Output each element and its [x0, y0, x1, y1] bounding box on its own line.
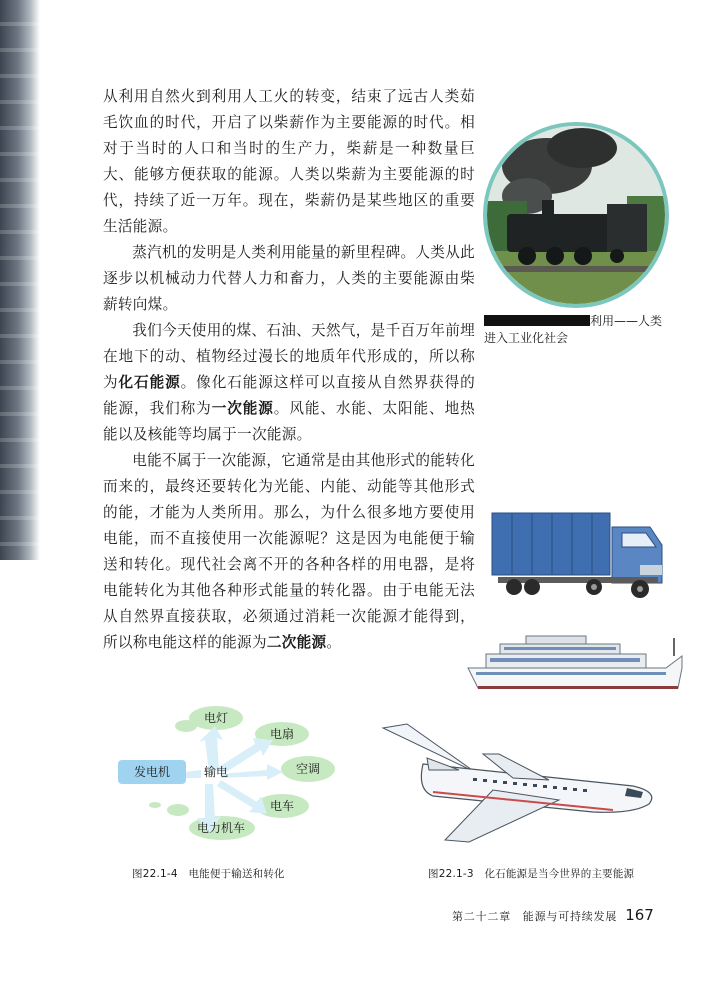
- figure-caption-3: 图22.1-3 化石能源是当今世界的主要能源: [428, 868, 635, 880]
- chapter-title: 第二十二章 能源与可持续发展: [452, 910, 618, 923]
- paragraph-fossil-energy: 我们今天使用的煤、石油、天然气，是千百万年前埋在地下的动、植物经过漫长的地质年代形成的，所以称为化石能源。像化石能源这样可以直接从自然界获得的能源，我们称为一次能源。风能、水能、太阳能、地热能以及核能等均属于一次能源。: [103, 322, 475, 443]
- page-number: 167: [625, 906, 654, 924]
- airplane-illustration: [363, 708, 673, 848]
- label-lamp: 电灯: [204, 711, 229, 725]
- label-air-conditioner: 空调: [296, 762, 321, 776]
- truck-illustration: [490, 505, 666, 605]
- paragraph-firewood: 从利用自然火到利用人工火的转变，结束了远古人类茹毛饮血的时代，开启了以柴薪作为主要能源的时代。相对于当时的人口和当时的生产力，柴薪是一种数量巨大、能够方便获取的能源。人类以柴薪为主要能源的时代，持续了近一万年。现在，柴薪仍是某些地区的重要生活能源。: [103, 88, 475, 235]
- generator-box: 发电机: [118, 760, 186, 784]
- term-secondary-energy: 二次能源: [266, 634, 327, 651]
- paragraph-steam-engine: 蒸汽机的发明是人类利用能量的新里程碑。人类从此逐步以机械动力代替人力和畜力，人类的主要能源由柴薪转向煤。: [103, 244, 475, 313]
- label-electric-locomotive: 电力机车: [197, 821, 246, 835]
- photo-caption: 利用——人类进入工业化社会: [484, 314, 663, 345]
- label-fan: 电扇: [270, 727, 295, 741]
- label-transmission: 输电: [204, 765, 229, 779]
- steam-train-photo: [483, 122, 669, 308]
- body-text: [103, 84, 475, 656]
- background-photo-strip: [0, 0, 40, 560]
- term-fossil-energy: 化石能源: [118, 374, 181, 391]
- transmission-diagram: [105, 700, 345, 850]
- caption-redaction: [484, 315, 590, 326]
- cruise-ship-illustration: [466, 628, 690, 698]
- page-footer: [452, 906, 654, 924]
- figure-caption-4: 图22.1-4 电能便于输送和转化: [132, 868, 285, 880]
- term-primary-energy: 一次能源: [211, 400, 274, 417]
- label-tram: 电车: [270, 799, 295, 813]
- paragraph-electric-energy: 电能不属于一次能源，它通常是由其他形式的能转化而来的，最终还要转化为光能、内能、动能等其他形式的能，才能为人类所用。那么，为什么很多地方要使用电能，而不直接使用一次能源呢？这是因为电能便于输送和转化。现代社会离不开的各种各样的用电器，是将电能转化为其他各种形式能量的转化器。由于电能无法从自然界直接获取，必须通过消耗一次能源才能得到，所以称电能这样的能源为二次能源。: [103, 452, 475, 651]
